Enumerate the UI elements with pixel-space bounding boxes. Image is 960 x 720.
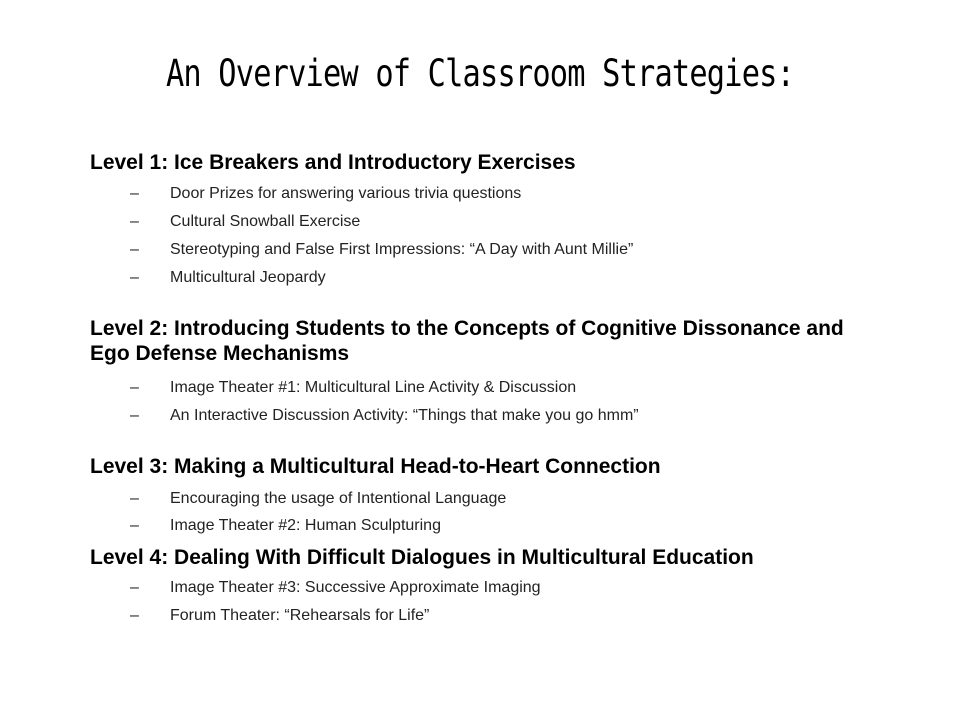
level-2-heading: Level 2: Introducing Students to the Concepts of Cognitive Dissonance and Ego Defense Mechanisms: [90, 317, 844, 365]
list-item: [130, 240, 890, 260]
list-item-text: Multicultural Jeopardy: [170, 269, 326, 286]
list-item-text: Forum Theater: “Rehearsals for Life”: [170, 607, 430, 624]
bullet-dash: –: [130, 213, 139, 230]
list-item: [130, 268, 890, 288]
list-item: [130, 212, 890, 232]
list-item: [130, 578, 890, 598]
slide-title: An Overview of Classroom Strategies:: [165, 52, 795, 95]
list-item: [130, 406, 890, 426]
list-item: [130, 489, 890, 509]
level-1-heading: Level 1: Ice Breakers and Introductory Exercises: [90, 151, 576, 174]
list-item-text: Stereotyping and False First Impressions: “A Day with Aunt Millie”: [170, 241, 634, 258]
bullet-dash: –: [130, 490, 139, 507]
bullet-dash: –: [130, 579, 139, 596]
list-item-text: Image Theater #1: Multicultural Line Activity & Discussion: [170, 379, 577, 396]
list-item: [130, 184, 890, 204]
list-item-text: Image Theater #2: Human Sculpturing: [170, 517, 441, 534]
list-item: [130, 516, 890, 536]
bullet-dash: –: [130, 185, 139, 202]
bullet-dash: –: [130, 407, 139, 424]
level-4-heading: Level 4: Dealing With Difficult Dialogues in Multicultural Education: [90, 546, 754, 569]
bullet-dash: –: [130, 269, 139, 286]
level-3-heading: Level 3: Making a Multicultural Head-to-Heart Connection: [90, 455, 661, 478]
bullet-dash: –: [130, 241, 139, 258]
list-item-text: An Interactive Discussion Activity: “Things that make you go hmm”: [170, 407, 639, 424]
list-item-text: Door Prizes for answering various trivia questions: [170, 185, 522, 202]
bullet-dash: –: [130, 379, 139, 396]
list-item-text: Cultural Snowball Exercise: [170, 213, 361, 230]
bullet-dash: –: [130, 607, 139, 624]
bullet-dash: –: [130, 517, 139, 534]
list-item: [130, 378, 890, 398]
list-item: [130, 606, 890, 626]
list-item-text: Encouraging the usage of Intentional Language: [170, 490, 507, 507]
list-item-text: Image Theater #3: Successive Approximate Imaging: [170, 579, 541, 596]
